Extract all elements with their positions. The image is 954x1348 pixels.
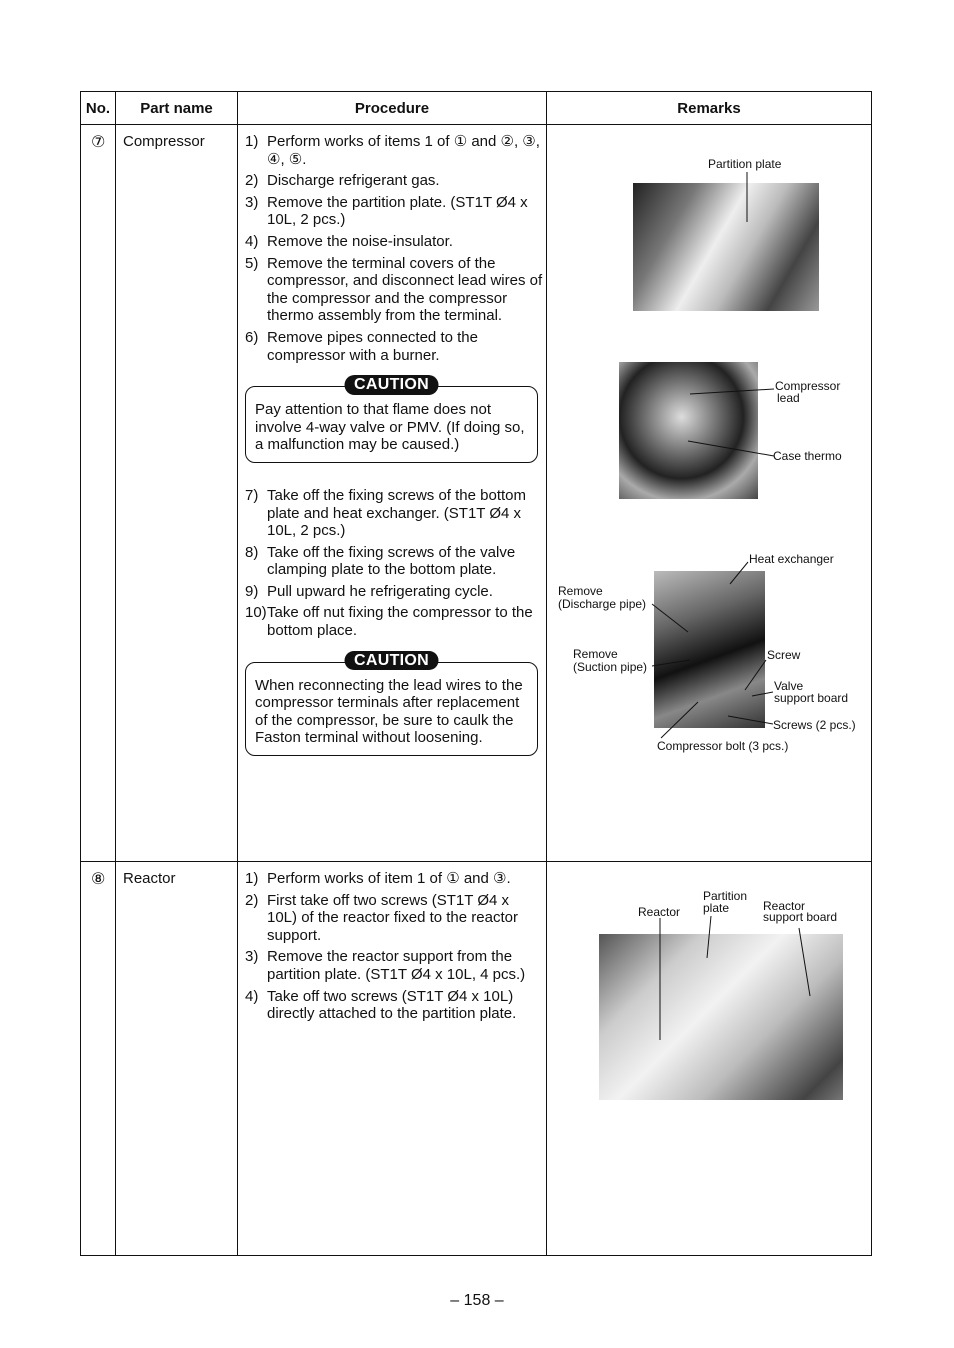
list-item: 7) Take off the fixing screws of the bottom plate and heat exchanger. (ST1T Ø4 x 10L, 2 pcs.) (245, 486, 527, 540)
list-item: 1) Perform works of items 1 of ① and ②, ③, ④, ⑤. (245, 133, 540, 168)
procedure-steps (245, 870, 543, 1023)
procedure-cell (245, 870, 543, 1027)
list-item: 1) Perform works of item 1 of ① and ③. (245, 870, 511, 887)
page-number: – 158 – (450, 1292, 504, 1309)
header-no: No. (85, 100, 111, 117)
row-number: ⑧ (91, 871, 106, 888)
header-remarks: Remarks (677, 100, 741, 117)
caution-text: Pay attention to that flame does not involve 4-way valve or PMV. (If doing so, a malfunction may be caused.) (255, 401, 525, 454)
caution-text: When reconnecting the lead wires to the compressor terminals after replacement of the compressor, be sure to caulk the Faston terminal without loosening. (255, 676, 523, 747)
list-item: 3) Remove the partition plate. (ST1T Ø4 x 10L, 2 pcs.) (245, 193, 528, 229)
part-name: Reactor (123, 870, 176, 887)
label-valve-support-2: support board (774, 691, 849, 705)
header-part-name: Part name (140, 100, 213, 117)
column-divider (115, 92, 116, 1255)
caution-box (245, 376, 538, 463)
row-number: ⑦ (91, 134, 106, 151)
heat-exchanger-photo (654, 571, 765, 728)
column-divider (237, 92, 238, 1255)
list-item: 4) Take off two screws (ST1T Ø4 x 10L) directly attached to the partition plate. (245, 987, 517, 1023)
label-valve-support: Valve (774, 679, 804, 693)
list-item: 3) Remove the reactor support from the partition plate. (ST1T Ø4 x 10L, 4 pcs.) (245, 948, 526, 983)
caution-box (245, 651, 538, 756)
label-reactor: Reactor (638, 905, 681, 919)
list-item: 4) Remove the noise-insulator. (245, 232, 453, 250)
list-item: 10) Take off nut fixing the compressor to the bottom place. (245, 604, 533, 640)
list-item: 2) Discharge refrigerant gas. (245, 172, 440, 190)
list-item: 6) Remove pipes connected to the compressor with a burner. (245, 328, 478, 364)
procedure-steps (245, 133, 543, 364)
caution-tag: CAUTION (344, 651, 439, 671)
label-remove-suction: Remove (573, 647, 618, 661)
label-screw: Screw (767, 648, 801, 662)
procedure-steps (245, 487, 543, 640)
label-compressor-bolt: Compressor bolt (3 pcs.) (657, 739, 789, 753)
compressor-lead-photo (619, 362, 758, 499)
label-compressor-lead-2: lead (777, 391, 800, 405)
list-item: 2) First take off two screws (ST1T Ø4 x 10L) of the reactor fixed to the reactor support. (245, 891, 518, 944)
partition-plate-photo (633, 183, 819, 311)
label-compressor-lead: Compressor (775, 379, 841, 393)
caution-tag: CAUTION (344, 375, 439, 395)
list-item: 9) Pull upward he refrigerating cycle. (245, 582, 493, 600)
reactor-photo (599, 934, 843, 1100)
row-divider (81, 861, 871, 862)
label-remove-discharge: Remove (558, 584, 603, 598)
label-partition-plate-2: plate (703, 901, 730, 915)
label-screws-2: Screws (2 pcs.) (773, 718, 856, 732)
label-partition-plate: Partition (703, 889, 748, 903)
list-item: 8) Take off the fixing screws of the valve clamping plate to the bottom plate. (245, 543, 516, 579)
label-reactor-support: Reactor (763, 899, 806, 913)
list-item: 5) Remove the terminal covers of the compressor, and disconnect lead wires of the compressor and the compressor thermo assembly from the terminal. (245, 254, 543, 325)
label-remove-discharge-2: (Discharge pipe) (558, 597, 647, 611)
header-procedure: Procedure (354, 100, 430, 117)
label-remove-suction-2: (Suction pipe) (573, 660, 648, 674)
label-case-thermo: Case thermo (773, 449, 842, 463)
label-heat-exchanger: Heat exchanger (749, 552, 834, 566)
part-name: Compressor (123, 133, 205, 150)
column-divider (546, 92, 547, 1255)
label-partition-plate: Partition plate (708, 157, 782, 171)
label-reactor-support-2: support board (763, 910, 838, 924)
procedure-cell (245, 133, 543, 780)
